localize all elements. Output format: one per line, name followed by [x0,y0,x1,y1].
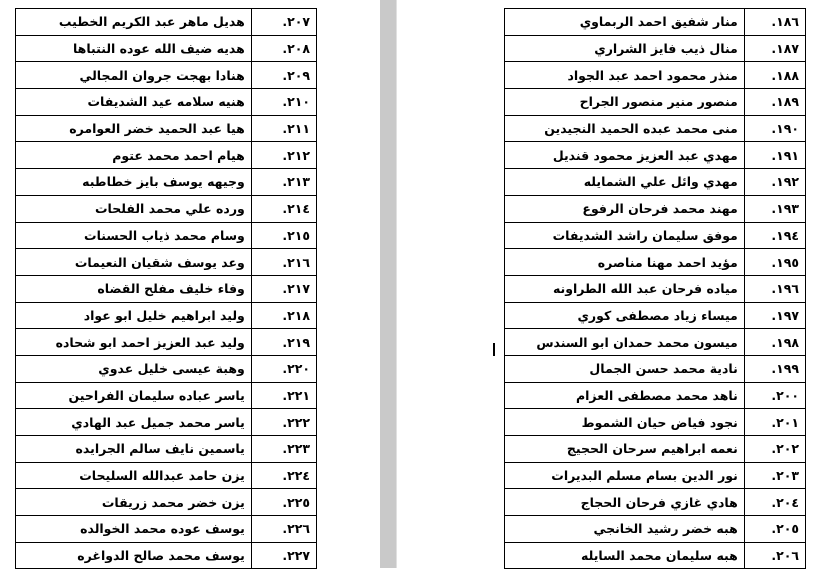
table-row [505,329,806,356]
row-number: ١٩٢. [744,169,805,196]
row-number: ٢٠٤. [744,489,805,516]
person-name: نجود فياض حيان الشموط [505,409,745,436]
person-name: منار شفيق احمد الربماوي [505,9,745,36]
table-row [505,409,806,436]
table-row [505,542,806,569]
names-table-left-body [16,9,317,569]
person-name: وسام محمد ذياب الحسنات [16,222,252,249]
row-number: ١٨٧. [744,35,805,62]
person-name: ميسون محمد حمدان ابو السندس [505,329,745,356]
row-number: ٢٠٥. [744,516,805,543]
row-number: ٢١٤. [251,195,316,222]
table-row [505,35,806,62]
table-row [505,516,806,543]
table-row [505,89,806,116]
table-row [16,115,317,142]
row-number: ٢٠٢. [744,436,805,463]
row-number: ١٩٨. [744,329,805,356]
person-name: ياسمين نايف سالم الجرايده [16,436,252,463]
table-row [16,436,317,463]
table-row [505,249,806,276]
row-number: ٢١٦. [251,249,316,276]
person-name: ناهد محمد مصطفى العزام [505,382,745,409]
person-name: مهدي وائل علي الشمايله [505,169,745,196]
person-name: هنيه سلامه عيد الشديفات [16,89,252,116]
table-row [16,302,317,329]
table-row [16,542,317,569]
row-number: ٢١٣. [251,169,316,196]
row-number: ١٩٦. [744,275,805,302]
person-name: يزن خضر محمد زريقات [16,489,252,516]
row-number: ٢٢٠. [251,355,316,382]
person-name: نعمه ابراهيم سرحان الحجيج [505,436,745,463]
row-number: ١٩٧. [744,302,805,329]
person-name: هديه ضيف الله عوده النتباها [16,35,252,62]
person-name: يزن حامد عبدالله السليحات [16,462,252,489]
table-row [16,355,317,382]
table-row [16,62,317,89]
person-name: هبه سليمان محمد السايله [505,542,745,569]
person-name: منى محمد عبده الحميد النجيدين [505,115,745,142]
row-number: ١٩١. [744,142,805,169]
row-number: ٢٢٦. [251,516,316,543]
row-number: ١٩٥. [744,249,805,276]
table-row [16,462,317,489]
person-name: هادي غازي فرحان الحجاج [505,489,745,516]
table-row [505,436,806,463]
row-number: ٢١٨. [251,302,316,329]
page-edge-right [396,0,403,568]
table-row [505,222,806,249]
row-number: ١٩٠. [744,115,805,142]
row-number: ١٩٣. [744,195,805,222]
names-table-right-body [505,9,806,569]
table-row [505,9,806,36]
row-number: ٢١٩. [251,329,316,356]
row-number: ٢٢٥. [251,489,316,516]
table-row [16,409,317,436]
row-number: ٢١٠. [251,89,316,116]
person-name: مهند محمد فرحان الرفوع [505,195,745,222]
row-number: ٢٠٧. [251,9,316,36]
person-name: ورده علي محمد الفلحات [16,195,252,222]
table-row [16,489,317,516]
person-name: ميساء زياد مصطفى كوري [505,302,745,329]
person-name: هديل ماهر عبد الكريم الخطيب [16,9,252,36]
person-name: منال ذيب فايز الشراري [505,35,745,62]
table-row [16,195,317,222]
table-row [505,462,806,489]
row-number: ١٩٩. [744,355,805,382]
person-name: ياسر عباده سليمان الفراحين [16,382,252,409]
table-row [16,169,317,196]
person-name: يوسف عوده محمد الخوالده [16,516,252,543]
row-number: ٢٠٦. [744,542,805,569]
names-table-right [504,8,806,569]
person-name: مياده فرحان عبد الله الطراونه [505,275,745,302]
table-row [505,169,806,196]
row-number: ٢٠٩. [251,62,316,89]
person-name: مهدي عبد العزيز محمود قنديل [505,142,745,169]
table-row [16,275,317,302]
person-name: هبه خضر رشيد الخانجي [505,516,745,543]
page-gutter [380,0,396,568]
person-name: نادية محمد حسن الجمال [505,355,745,382]
person-name: هنادا بهجت جروان المجالي [16,62,252,89]
row-number: ٢١١. [251,115,316,142]
row-number: ٢٢٣. [251,436,316,463]
row-number: ٢١٥. [251,222,316,249]
row-number: ٢١٧. [251,275,316,302]
person-name: نور الدين بسام مسلم البديرات [505,462,745,489]
table-row [16,35,317,62]
person-name: منصور منير منصور الجراح [505,89,745,116]
row-number: ٢٠٠. [744,382,805,409]
person-name: منذر محمود احمد عبد الجواد [505,62,745,89]
row-number: ١٨٨. [744,62,805,89]
row-number: ٢٢٢. [251,409,316,436]
person-name: يوسف محمد صالح الدواغره [16,542,252,569]
table-row [505,62,806,89]
person-name: هيا عبد الحميد خضر العوامره [16,115,252,142]
person-name: وليد ابراهيم خليل ابو عواد [16,302,252,329]
text-cursor [493,343,495,356]
row-number: ٢٢٧. [251,542,316,569]
table-row [16,382,317,409]
row-number: ٢٠١. [744,409,805,436]
table-row [505,275,806,302]
person-name: هيام احمد محمد عتوم [16,142,252,169]
table-row [505,195,806,222]
person-name: وجيهه يوسف بايز خطاطبه [16,169,252,196]
table-row [16,89,317,116]
row-number: ٢١٢. [251,142,316,169]
person-name: مؤيد احمد مهنا مناصره [505,249,745,276]
table-row [505,355,806,382]
row-number: ١٨٦. [744,9,805,36]
table-row [16,142,317,169]
row-number: ٢٠٣. [744,462,805,489]
person-name: وفاء خليف مفلح القضاه [16,275,252,302]
table-row [505,489,806,516]
person-name: وعد يوسف شقيان النعيمات [16,249,252,276]
table-row [505,302,806,329]
person-name: ياسر محمد جميل عبد الهادي [16,409,252,436]
person-name: موفق سليمان راشد الشديفات [505,222,745,249]
person-name: وليد عبد العزيز احمد ابو شحاده [16,329,252,356]
table-row [16,329,317,356]
table-row [505,382,806,409]
person-name: وهبة عيسى خليل عدوي [16,355,252,382]
table-row [16,249,317,276]
row-number: ١٨٩. [744,89,805,116]
table-row [16,222,317,249]
row-number: ٢٠٨. [251,35,316,62]
row-number: ١٩٤. [744,222,805,249]
names-table-left [15,8,317,569]
table-row [505,142,806,169]
row-number: ٢٢٤. [251,462,316,489]
row-number: ٢٢١. [251,382,316,409]
table-row [16,516,317,543]
table-row [16,9,317,36]
table-row [505,115,806,142]
